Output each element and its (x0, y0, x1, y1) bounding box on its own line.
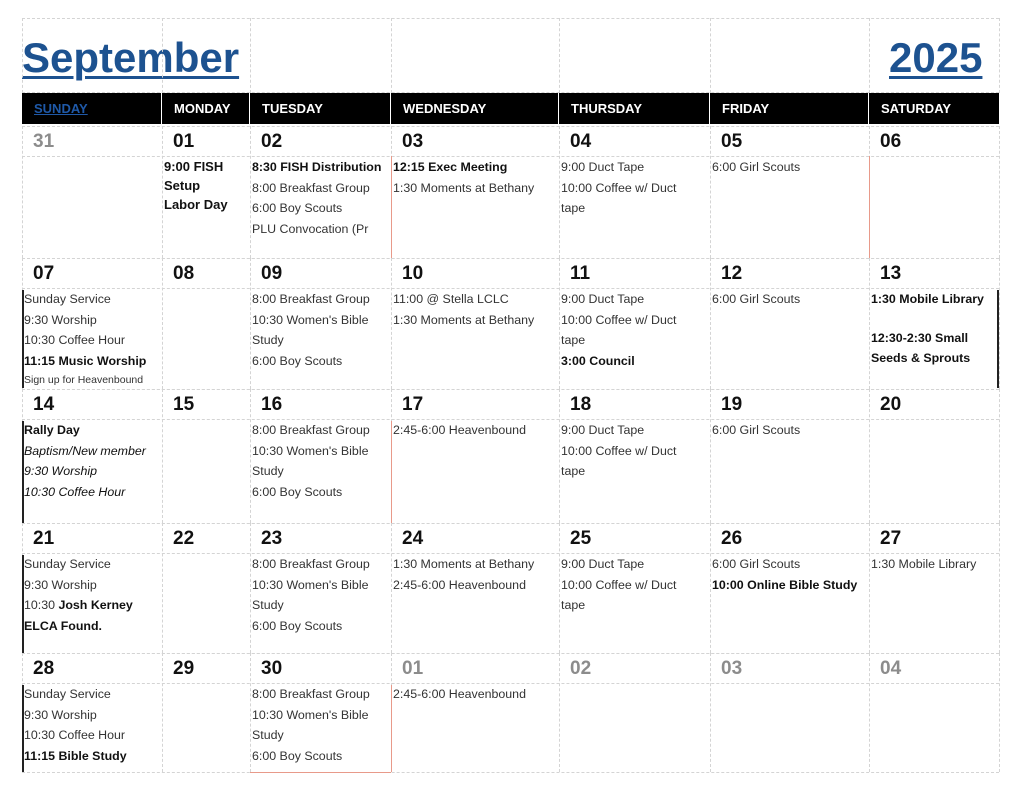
event-entry[interactable] (24, 705, 127, 726)
event-entry[interactable] (24, 725, 127, 746)
event-text: 6:00 Boy Scouts (252, 353, 343, 368)
event-text: Study (252, 728, 284, 742)
day-events (393, 554, 534, 595)
event-text: 1:30 Moments at Bethany (393, 312, 535, 327)
event-entry[interactable] (24, 289, 146, 310)
grid-line (869, 18, 870, 93)
event-entry[interactable] (561, 178, 677, 199)
day-number: 14 (33, 394, 55, 415)
day-number: 06 (880, 131, 902, 152)
weekday-thursday: THURSDAY (559, 93, 709, 124)
event-entry[interactable] (561, 198, 677, 219)
event-text: 9:00 Duct Tape (561, 557, 645, 571)
event-entry[interactable] (252, 616, 370, 637)
event-text: 6:00 Boy Scouts (252, 748, 343, 763)
border-accent (391, 685, 392, 772)
day-events (24, 420, 146, 502)
event-entry[interactable] (252, 219, 381, 240)
day-number: 13 (880, 263, 902, 284)
event-entry[interactable] (24, 595, 133, 616)
event-text: 9:00 Duct Tape (561, 160, 645, 174)
event-entry[interactable] (24, 441, 146, 462)
event-text: 8:00 Breakfast Group (252, 180, 370, 195)
event-text: 8:00 Breakfast Group (252, 687, 370, 701)
event-text: 9:30 Worship (24, 312, 97, 327)
event-entry[interactable] (871, 554, 976, 575)
event-entry[interactable] (252, 684, 370, 705)
day-number: 16 (261, 394, 283, 415)
event-text: 3:00 Council (561, 353, 635, 368)
event-entry[interactable] (561, 157, 677, 178)
event-entry[interactable] (393, 554, 534, 575)
grid-line (559, 258, 560, 389)
day-number: 23 (261, 528, 283, 549)
day-events (252, 289, 370, 371)
event-entry[interactable] (24, 482, 146, 503)
year-title: 2025 (889, 34, 983, 81)
grid-line (391, 523, 392, 653)
event-text: 10:00 Coffee w/ Duct (561, 312, 677, 327)
day-number: 01 (402, 658, 424, 679)
weekday-sunday: SUNDAY (22, 93, 161, 124)
event-entry[interactable] (24, 746, 127, 767)
border-bar (22, 421, 24, 523)
event-text: tape (561, 464, 586, 478)
day-number: 10 (402, 263, 424, 284)
event-entry[interactable] (561, 575, 677, 596)
event-text: 10:30 Women's Bible (252, 312, 369, 327)
border-bar (22, 290, 24, 388)
border-accent (869, 156, 870, 258)
day-events (24, 684, 127, 766)
event-entry[interactable] (252, 351, 370, 372)
event-entry[interactable] (393, 289, 534, 310)
grid-line (162, 258, 163, 389)
day-number: 25 (570, 528, 592, 549)
day-number: 01 (173, 131, 195, 152)
day-number: 12 (721, 263, 743, 284)
grid-line (869, 389, 870, 523)
event-text: ELCA Found. (24, 618, 102, 633)
event-text: Sunday Service (24, 292, 111, 306)
event-text: 10:00 Coffee w/ Duct (561, 443, 677, 458)
grid-line (559, 523, 560, 653)
day-number: 02 (570, 658, 592, 679)
grid-line (22, 18, 999, 19)
grid-line (710, 18, 711, 93)
event-text: Study (252, 333, 284, 347)
event-entry[interactable] (164, 157, 228, 176)
event-entry[interactable] (252, 575, 370, 596)
grid-line (710, 258, 711, 389)
weekday-friday: FRIDAY (710, 93, 868, 124)
event-entry[interactable] (393, 310, 534, 331)
event-entry[interactable] (252, 420, 370, 441)
event-text: 6:00 Boy Scouts (252, 618, 343, 633)
grid-line (22, 18, 23, 93)
day-number: 30 (261, 658, 283, 679)
grid-line (22, 523, 999, 524)
event-text: 12:30-2:30 Small (871, 330, 969, 345)
day-events (252, 684, 370, 766)
day-number: 18 (570, 394, 592, 415)
day-number: 04 (880, 658, 902, 679)
event-entry[interactable] (393, 157, 534, 178)
event-entry[interactable] (252, 461, 370, 482)
grid-line (162, 18, 163, 93)
grid-line (869, 258, 870, 389)
event-text: Study (252, 598, 284, 612)
event-text: 11:00 @ Stella LCLC (393, 292, 509, 306)
event-entry[interactable] (393, 575, 534, 596)
grid-line (710, 126, 711, 258)
grid-line (710, 653, 711, 772)
event-entry[interactable] (24, 684, 127, 705)
day-events (252, 157, 381, 239)
event-entry[interactable] (252, 330, 370, 351)
grid-line (22, 126, 23, 258)
event-entry[interactable] (712, 420, 800, 441)
grid-line (22, 772, 999, 773)
event-text: 8:30 FISH Distribution (252, 160, 382, 174)
event-text: 10:30 (24, 598, 59, 612)
event-entry[interactable] (393, 178, 534, 199)
event-entry[interactable] (561, 441, 677, 462)
event-entry[interactable] (164, 195, 228, 214)
day-number: 28 (33, 658, 55, 679)
event-entry[interactable] (252, 725, 370, 746)
grid-line (999, 523, 1000, 653)
event-text: Baptism/New member (24, 443, 146, 458)
grid-line (250, 389, 251, 523)
event-entry[interactable] (561, 351, 677, 372)
day-number: 05 (721, 131, 743, 152)
event-entry[interactable] (24, 554, 133, 575)
event-entry[interactable] (252, 178, 381, 199)
event-entry[interactable] (252, 595, 370, 616)
event-text: 9:00 Duct Tape (561, 423, 645, 437)
event-text: 1:30 Moments at Bethany (393, 557, 535, 571)
weekday-saturday: SATURDAY (869, 93, 999, 124)
event-entry[interactable] (24, 310, 146, 331)
event-entry[interactable] (393, 684, 526, 705)
day-number: 02 (261, 131, 283, 152)
event-text: 10:30 Women's Bible (252, 577, 369, 592)
day-number: 15 (173, 394, 195, 415)
day-events (871, 554, 976, 575)
event-text: 11:15 Bible Study (24, 748, 127, 763)
day-events (712, 289, 800, 310)
grid-line (710, 523, 711, 653)
day-events (712, 420, 800, 441)
event-text: 10:00 Coffee w/ Duct (561, 577, 677, 592)
day-number: 29 (173, 658, 195, 679)
border-bar (22, 685, 24, 772)
weekday-monday: MONDAY (162, 93, 249, 124)
day-events (252, 420, 370, 502)
day-events (712, 554, 857, 595)
event-text: Setup (164, 178, 201, 193)
event-text: 9:30 Worship (24, 464, 98, 478)
event-entry[interactable] (561, 310, 677, 331)
event-text: Study (252, 464, 284, 478)
day-number: 19 (721, 394, 743, 415)
day-events (393, 289, 534, 330)
grid-line (559, 126, 560, 258)
event-text: 10:30 Coffee Hour (24, 484, 126, 499)
event-entry[interactable] (24, 371, 146, 389)
border-accent (391, 421, 392, 523)
day-events (24, 554, 133, 636)
day-number: 27 (880, 528, 902, 549)
day-number: 11 (570, 263, 591, 284)
event-text: 9:00 FISH (164, 159, 224, 174)
event-text: 10:30 Coffee Hour (24, 728, 126, 742)
day-events (561, 157, 677, 219)
event-text: 12:15 Exec Meeting (393, 160, 508, 174)
event-text: 9:30 Worship (24, 707, 97, 722)
grid-line (162, 389, 163, 523)
event-entry[interactable] (252, 705, 370, 726)
event-text: 10:30 Women's Bible (252, 443, 369, 458)
day-number: 21 (33, 528, 55, 549)
event-entry[interactable] (252, 198, 381, 219)
event-text: tape (561, 598, 586, 612)
event-entry[interactable] (871, 289, 984, 310)
event-entry[interactable] (871, 348, 984, 369)
event-entry[interactable] (24, 351, 146, 372)
grid-line (250, 653, 251, 772)
day-number: 22 (173, 528, 195, 549)
event-text: Sign up for Heavenbound (24, 374, 144, 386)
event-entry[interactable] (561, 595, 677, 616)
border-bar (22, 555, 24, 653)
event-entry[interactable] (24, 616, 133, 637)
event-entry[interactable] (712, 289, 800, 310)
day-events (24, 289, 146, 389)
event-entry[interactable] (252, 746, 370, 767)
grid-line (250, 126, 251, 258)
grid-line (22, 126, 999, 127)
event-text: 6:00 Boy Scouts (252, 201, 343, 215)
grid-line (22, 389, 999, 390)
grid-line (162, 653, 163, 772)
event-entry[interactable] (393, 420, 526, 441)
event-text: 6:00 Girl Scouts (712, 160, 801, 174)
event-text: 1:30 Mobile Library (871, 292, 984, 306)
grid-line (559, 653, 560, 772)
event-text: 2:45-6:00 Heavenbound (393, 423, 526, 437)
event-text: Sunday Service (24, 687, 111, 701)
grid-line (999, 389, 1000, 523)
event-entry[interactable] (252, 554, 370, 575)
event-entry[interactable] (252, 482, 370, 503)
event-text: 8:00 Breakfast Group (252, 423, 370, 437)
day-events (164, 157, 228, 214)
day-events (393, 157, 534, 198)
grid-line (22, 258, 999, 259)
grid-line (869, 653, 870, 772)
day-events (561, 289, 677, 371)
grid-line (999, 18, 1000, 93)
event-text: Sunday Service (24, 557, 111, 571)
event-entry[interactable] (561, 420, 677, 441)
event-text: 9:00 Duct Tape (561, 292, 645, 306)
event-text: Labor Day (164, 197, 228, 212)
day-number: 09 (261, 263, 283, 284)
event-text: 8:00 Breakfast Group (252, 557, 370, 571)
event-text: 1:30 Mobile Library (871, 557, 977, 571)
event-entry[interactable] (561, 289, 677, 310)
border-bar (997, 290, 999, 388)
grid-line (869, 523, 870, 653)
day-events (252, 554, 370, 636)
day-number: 26 (721, 528, 743, 549)
event-entry[interactable] (252, 289, 370, 310)
event-text: 6:00 Girl Scouts (712, 292, 801, 306)
border-accent (250, 772, 391, 773)
day-number: 07 (33, 263, 55, 284)
grid-line (250, 18, 251, 93)
event-text: 6:00 Girl Scouts (712, 423, 801, 437)
grid-line (22, 653, 999, 654)
grid-line (710, 389, 711, 523)
event-text: 10:30 Women's Bible (252, 707, 369, 722)
event-entry[interactable] (24, 575, 133, 596)
grid-line (391, 18, 392, 93)
day-number: 17 (402, 394, 424, 415)
grid-line (559, 18, 560, 93)
day-number: 20 (880, 394, 902, 415)
event-text: 2:45-6:00 Heavenbound (393, 577, 526, 592)
grid-line (162, 126, 163, 258)
weekday-tuesday: TUESDAY (250, 93, 390, 124)
event-text: 6:00 Girl Scouts (712, 557, 801, 571)
event-text: 2:45-6:00 Heavenbound (393, 687, 526, 701)
event-entry[interactable] (712, 554, 857, 575)
event-text: tape (561, 201, 586, 215)
event-text: 6:00 Boy Scouts (252, 484, 343, 499)
event-text: tape (561, 333, 586, 347)
event-text: Rally Day (24, 423, 80, 437)
event-text: 11:15 Music Worship (24, 353, 147, 368)
grid-line (999, 653, 1000, 772)
event-text: Seeds & Sprouts (871, 351, 971, 365)
event-entry[interactable] (561, 554, 677, 575)
grid-line (999, 258, 1000, 389)
grid-line (250, 523, 251, 653)
event-entry[interactable] (871, 328, 984, 349)
month-title: September (22, 34, 240, 81)
event-entry[interactable] (252, 157, 381, 178)
event-text: PLU Convocation (Pr (252, 221, 369, 236)
event-entry[interactable] (712, 157, 800, 178)
event-entry[interactable] (24, 461, 146, 482)
day-events (561, 554, 677, 616)
event-text-bold: Josh Kerney (58, 598, 133, 612)
grid-line (391, 258, 392, 389)
event-entry[interactable] (24, 420, 146, 441)
event-entry[interactable] (252, 441, 370, 462)
event-entry[interactable] (24, 330, 146, 351)
event-text: 10:00 Coffee w/ Duct (561, 180, 677, 195)
day-number: 08 (173, 263, 195, 284)
border-accent (391, 156, 392, 258)
grid-line (250, 258, 251, 389)
event-text: 8:00 Breakfast Group (252, 292, 370, 306)
day-events (393, 684, 526, 705)
event-text: 1:30 Moments at Bethany (393, 180, 535, 195)
day-events (561, 420, 677, 482)
day-events (393, 420, 526, 441)
day-number: 31 (33, 131, 55, 152)
event-entry[interactable] (712, 575, 857, 596)
event-text: 9:30 Worship (24, 577, 97, 592)
event-entry[interactable] (561, 461, 677, 482)
day-events (712, 157, 800, 178)
weekday-wednesday: WEDNESDAY (391, 93, 558, 124)
grid-line (559, 389, 560, 523)
day-number: 24 (402, 528, 424, 549)
event-text: 10:30 Coffee Hour (24, 333, 126, 347)
day-number: 03 (402, 131, 424, 152)
grid-line (162, 523, 163, 653)
day-events (871, 289, 984, 369)
event-entry[interactable] (164, 176, 228, 195)
event-entry[interactable] (561, 330, 677, 351)
event-entry[interactable] (252, 310, 370, 331)
day-number: 03 (721, 658, 743, 679)
day-number: 04 (570, 131, 592, 152)
event-text: 10:00 Online Bible Study (712, 577, 858, 592)
grid-line (999, 126, 1000, 258)
